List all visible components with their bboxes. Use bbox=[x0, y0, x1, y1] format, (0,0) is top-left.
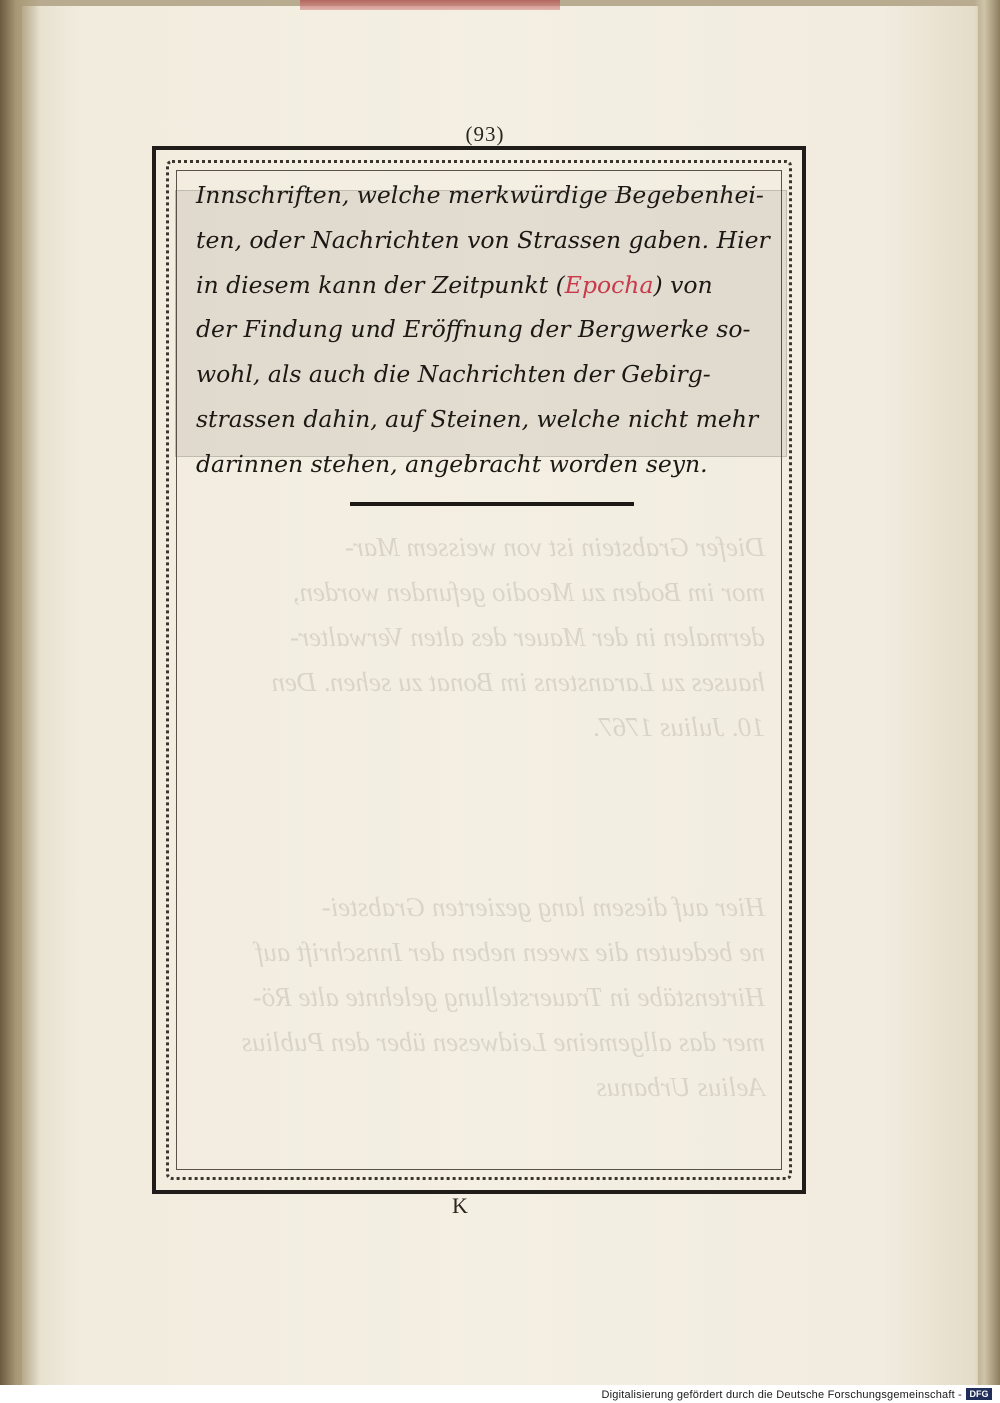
text-line: Innschriften, welche merkwürdige Begebenhei- bbox=[196, 181, 764, 209]
text-line: der Findung und Eröffnung der Bergwerke so- bbox=[196, 315, 751, 344]
text-line: ten, oder Nachrichten von Strassen gaben. Hier bbox=[196, 225, 770, 254]
text-line: in diesem kann der Zeitpunkt ( bbox=[196, 270, 565, 299]
body-paragraph bbox=[196, 173, 776, 487]
footer-credit: Digitalisierung gefördert durch die Deutsche Forschungsgemeinschaft - bbox=[601, 1389, 962, 1401]
horizontal-rule bbox=[350, 502, 634, 506]
page-edge-shadow bbox=[974, 0, 1000, 1385]
text-line: strassen dahin, auf Steinen, welche nicht mehr bbox=[196, 404, 759, 433]
page-number: (93) bbox=[465, 122, 505, 146]
text-line: ) von bbox=[653, 270, 713, 299]
book-spine-shadow bbox=[0, 0, 40, 1385]
signature-mark: K bbox=[452, 1193, 468, 1218]
text-line: wohl, als auch die Nachrichten der Gebirg- bbox=[196, 360, 711, 389]
dfg-logo: DFG bbox=[966, 1388, 992, 1400]
bookmark-ribbon bbox=[300, 0, 560, 10]
show-through-text: Diefer Grabstein ist von weissem Mar- mor im Boden zu Meodio gefunden worden, dermalen in der Mauer des alten Verwalter- hauses zu Laranstens im Bonat zu sehen. Den 10. Julius 1767. Hier auf diesem lang gezierten Grabstei- ne bedeuten die zween neben der Innschrift auf Hirtenstäbe in Trauerstellung gelehnte alte Rö- mer das allgemeine Leidwesen über den Publius Aelius Urbanus bbox=[241, 532, 765, 1102]
text-line: darinnen stehen, angebracht worden seyn. bbox=[196, 449, 708, 478]
highlighted-word: Epocha bbox=[564, 270, 654, 299]
